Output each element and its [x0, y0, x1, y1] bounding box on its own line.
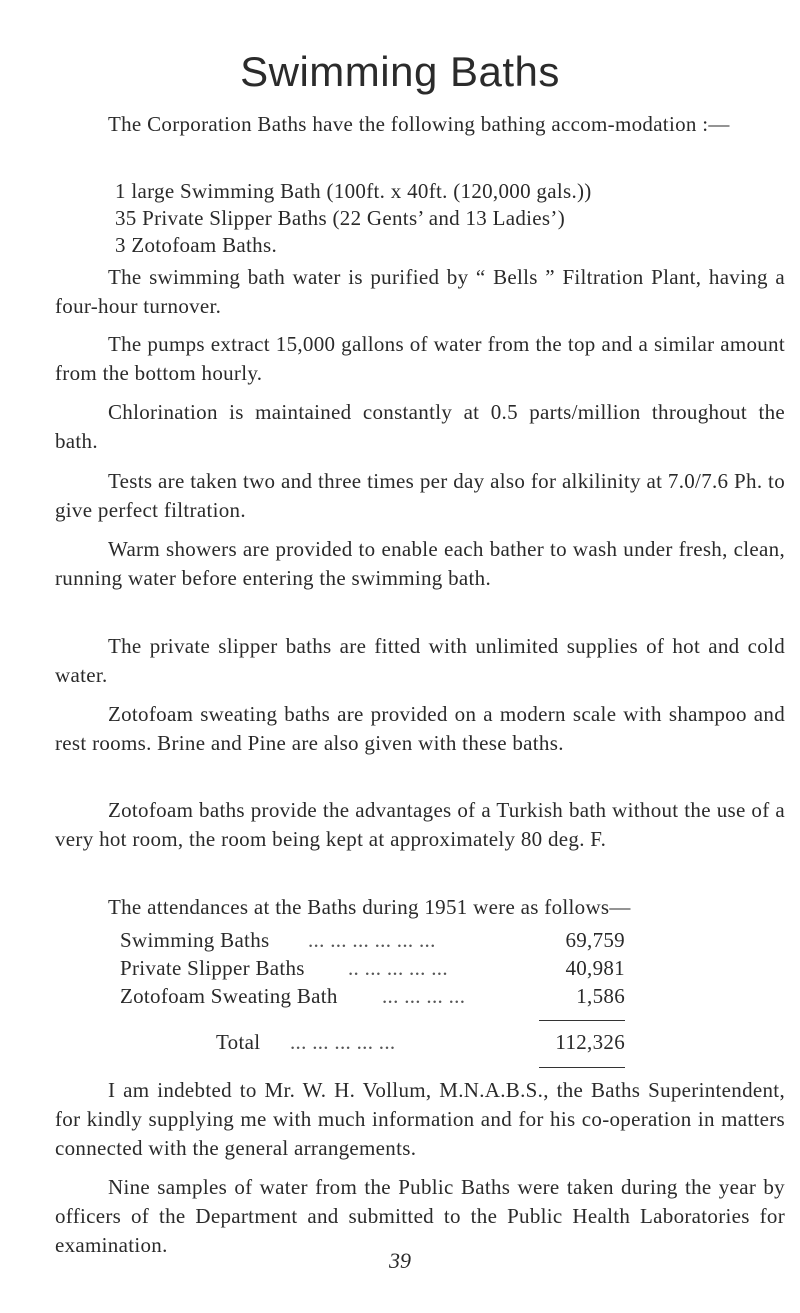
total-row — [120, 1030, 625, 1058]
leader-dots: ... ... ... ... — [382, 984, 466, 1008]
chlorination-paragraph: Chlorination is maintained constantly at 0.5 parts/million throughout the bath. — [55, 400, 785, 453]
accommodation-list — [115, 178, 592, 259]
total-rule-top — [539, 1020, 625, 1021]
total-rule-bottom — [539, 1067, 625, 1068]
attendances-intro-paragraph: The attendances at the Baths during 1951 were as follows— — [108, 895, 631, 919]
page-number: 39 — [389, 1248, 411, 1273]
zotofoam-sweating-paragraph: Zotofoam sweating baths are provided on a modern scale with shampoo and rest rooms. Brine and Pine are also given with these baths. — [55, 702, 785, 755]
row-label: Zotofoam Sweating Bath — [120, 984, 338, 1008]
pumps-paragraph: The pumps extract 15,000 gallons of water from the top and a similar amount from the bottom hourly. — [55, 332, 785, 385]
zotofoam-turkish-paragraph: Zotofoam baths provide the advantages of a Turkish bath without the use of a very hot room, the room being kept at approximately 80 deg. F. — [55, 798, 785, 851]
leader-dots: ... ... ... ... ... ... — [308, 928, 436, 952]
intro-paragraph: The Corporation Baths have the following bathing accom-modation :— — [108, 112, 730, 136]
accommodation-item: 35 Private Slipper Baths (22 Gents’ and 13 Ladies’) — [115, 206, 565, 230]
samples-paragraph: Nine samples of water from the Public Baths were taken during the year by officers of the Department and submitted to the Public Health Laboratories for examination. — [55, 1175, 785, 1257]
attendances-table — [120, 928, 625, 1012]
total-label: Total — [216, 1030, 261, 1054]
table-row — [120, 928, 625, 956]
attendances-total — [120, 1030, 625, 1058]
table-row — [120, 956, 625, 984]
leader-dots: ... ... ... ... ... — [290, 1030, 396, 1054]
row-value: 69,759 — [565, 928, 625, 952]
row-label: Private Slipper Baths — [120, 956, 305, 980]
row-value: 1,586 — [576, 984, 625, 1008]
row-value: 40,981 — [565, 956, 625, 980]
total-value: 112,326 — [555, 1030, 625, 1054]
accommodation-item: 3 Zotofoam Baths. — [115, 233, 277, 257]
tests-paragraph: Tests are taken two and three times per day also for alkilinity at 7.0/7.6 Ph. to give perfect filtration. — [55, 469, 785, 522]
showers-paragraph: Warm showers are provided to enable each bather to wash under fresh, clean, running water before entering the swimming bath. — [55, 537, 785, 590]
row-label: Swimming Baths — [120, 928, 270, 952]
filtration-paragraph: The swimming bath water is purified by “ Bells ” Filtration Plant, having a four-hour turnover. — [55, 265, 785, 318]
page-title: Swimming Baths — [240, 48, 560, 95]
leader-dots: .. ... ... ... ... — [348, 956, 448, 980]
slipper-baths-paragraph: The private slipper baths are fitted with unlimited supplies of hot and cold water. — [55, 634, 785, 687]
table-row — [120, 984, 625, 1012]
acknowledgement-paragraph: I am indebted to Mr. W. H. Vollum, M.N.A.B.S., the Baths Superintendent, for kindly supplying me with much information and for his co-operation in matters connected with the general arrangements. — [55, 1078, 785, 1160]
accommodation-item: 1 large Swimming Bath (100ft. x 40ft. (120,000 gals.)) — [115, 179, 592, 203]
